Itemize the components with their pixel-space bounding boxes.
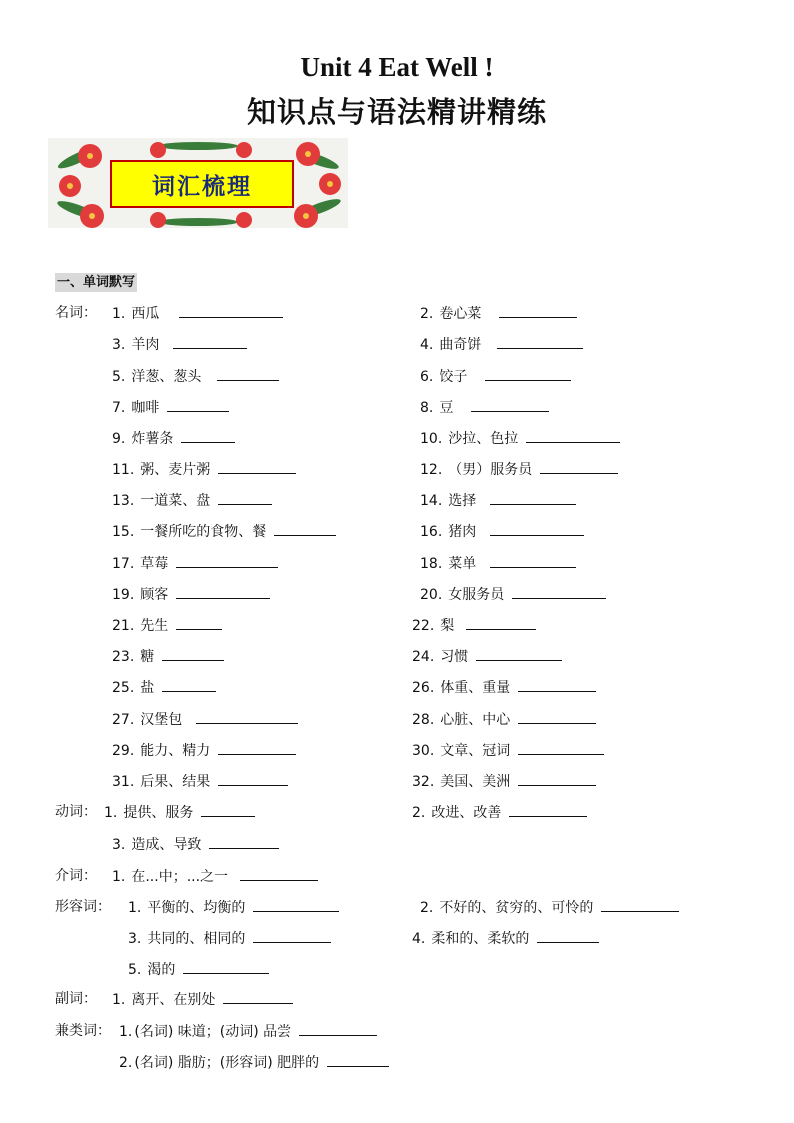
noun-item: 7. 咖啡 (112, 397, 229, 417)
noun-item: 24. 习惯 (412, 646, 562, 666)
adj-item: 1. 平衡的、均衡的 (128, 897, 339, 917)
noun-item: 9. 炸薯条 (112, 428, 235, 448)
noun-item: 28. 心脏、中心 (412, 709, 596, 729)
answer-blank[interactable] (490, 521, 584, 536)
answer-blank[interactable] (485, 366, 571, 381)
adj-item: 4. 柔和的、柔软的 (412, 928, 599, 948)
answer-blank[interactable] (526, 428, 620, 443)
noun-item: 27. 汉堡包 (112, 709, 298, 729)
noun-item: 3. 羊肉 (112, 334, 247, 354)
answer-blank[interactable] (518, 709, 596, 724)
banner-label: 词汇梳理 (152, 172, 252, 200)
answer-blank[interactable] (490, 490, 576, 505)
answer-blank[interactable] (218, 771, 288, 786)
adj-item: 3. 共同的、相同的 (128, 928, 331, 948)
vocabulary-banner (48, 138, 348, 228)
answer-blank[interactable] (196, 709, 298, 724)
answer-blank[interactable] (218, 490, 272, 505)
noun-item: 2. 卷心菜 (420, 303, 577, 323)
answer-blank[interactable] (299, 1021, 377, 1036)
answer-blank[interactable] (223, 989, 293, 1004)
answer-blank[interactable] (181, 428, 235, 443)
answer-blank[interactable] (253, 928, 331, 943)
answer-blank[interactable] (327, 1052, 389, 1067)
noun-item: 4. 曲奇饼 (420, 334, 583, 354)
noun-item: 30. 文章、冠词 (412, 740, 604, 760)
answer-blank[interactable] (518, 740, 604, 755)
answer-blank[interactable] (240, 866, 318, 881)
adv-category-label: 副词： (55, 991, 97, 1007)
answer-blank[interactable] (201, 802, 255, 817)
noun-item: 14. 选择 (420, 490, 576, 510)
answer-blank[interactable] (466, 615, 536, 630)
section-heading: 一、单词默写 (57, 275, 136, 290)
noun-item: 25. 盐 (112, 677, 216, 697)
answer-blank[interactable] (176, 584, 270, 599)
prep-category-label: 介词： (55, 868, 97, 884)
noun-item: 12. （男）服务员 (420, 459, 618, 479)
noun-item: 11. 粥、麦片粥 (112, 459, 296, 479)
answer-blank[interactable] (218, 459, 296, 474)
noun-item: 10. 沙拉、色拉 (420, 428, 620, 448)
noun-item: 22. 梨 (412, 615, 536, 635)
answer-blank[interactable] (274, 521, 336, 536)
noun-item: 1. 西瓜 (112, 303, 283, 323)
noun-item: 8. 豆 (420, 397, 549, 417)
answer-blank[interactable] (162, 646, 224, 661)
answer-blank[interactable] (176, 553, 278, 568)
answer-blank[interactable] (518, 771, 596, 786)
answer-blank[interactable] (499, 303, 577, 318)
answer-blank[interactable] (217, 366, 279, 381)
noun-item: 16. 猪肉 (420, 521, 584, 541)
verb-item: 3. 造成、导致 (112, 834, 279, 854)
noun-item: 29. 能力、精力 (112, 740, 296, 760)
prep-item: 1. 在...中；...之一 (112, 866, 318, 886)
adj-category-label: 形容词： (55, 899, 111, 915)
noun-item: 18. 菜单 (420, 553, 576, 573)
verb-category-label: 动词： (55, 804, 97, 820)
noun-item: 20. 女服务员 (420, 584, 606, 604)
answer-blank[interactable] (167, 397, 229, 412)
noun-category-label: 名词： (55, 305, 97, 321)
verb-item: 2. 改进、改善 (412, 802, 587, 822)
adj-item: 5. 渴的 (128, 959, 269, 979)
noun-item: 31. 后果、结果 (112, 771, 288, 791)
noun-item: 6. 饺子 (420, 366, 571, 386)
noun-item: 13. 一道菜、盘 (112, 490, 272, 510)
answer-blank[interactable] (173, 334, 247, 349)
answer-blank[interactable] (540, 459, 618, 474)
answer-blank[interactable] (490, 553, 576, 568)
answer-blank[interactable] (209, 834, 279, 849)
answer-blank[interactable] (476, 646, 562, 661)
answer-blank[interactable] (509, 802, 587, 817)
answer-blank[interactable] (253, 897, 339, 912)
page-subtitle: 知识点与语法精讲精练 (246, 95, 547, 129)
answer-blank[interactable] (537, 928, 599, 943)
verb-item: 1. 提供、服务 (104, 802, 255, 822)
answer-blank[interactable] (497, 334, 583, 349)
noun-item: 15. 一餐所吃的食物、餐 (112, 521, 336, 541)
answer-blank[interactable] (176, 615, 222, 630)
noun-item: 23. 糖 (112, 646, 224, 666)
answer-blank[interactable] (471, 397, 549, 412)
answer-blank[interactable] (512, 584, 606, 599)
multi-item: 1. (名词) 味道；(动词) 品尝 (119, 1021, 377, 1041)
banner-label-box (110, 160, 294, 208)
page-title: Unit 4 Eat Well ! (300, 52, 494, 82)
multi-item: 2. (名词) 脂肪；(形容词) 肥胖的 (119, 1052, 389, 1072)
answer-blank[interactable] (183, 959, 269, 974)
answer-blank[interactable] (518, 677, 596, 692)
answer-blank[interactable] (218, 740, 296, 755)
noun-item: 19. 顾客 (112, 584, 270, 604)
noun-item: 5. 洋葱、葱头 (112, 366, 279, 386)
answer-blank[interactable] (162, 677, 216, 692)
adj-item: 2. 不好的、贫穷的、可怜的 (420, 897, 679, 917)
noun-item: 21. 先生 (112, 615, 222, 635)
noun-item: 17. 草莓 (112, 553, 278, 573)
noun-item: 32. 美国、美洲 (412, 771, 596, 791)
answer-blank[interactable] (179, 303, 283, 318)
adv-item: 1. 离开、在别处 (112, 989, 293, 1009)
answer-blank[interactable] (601, 897, 679, 912)
multi-category-label: 兼类词： (55, 1023, 111, 1039)
noun-item: 26. 体重、重量 (412, 677, 596, 697)
